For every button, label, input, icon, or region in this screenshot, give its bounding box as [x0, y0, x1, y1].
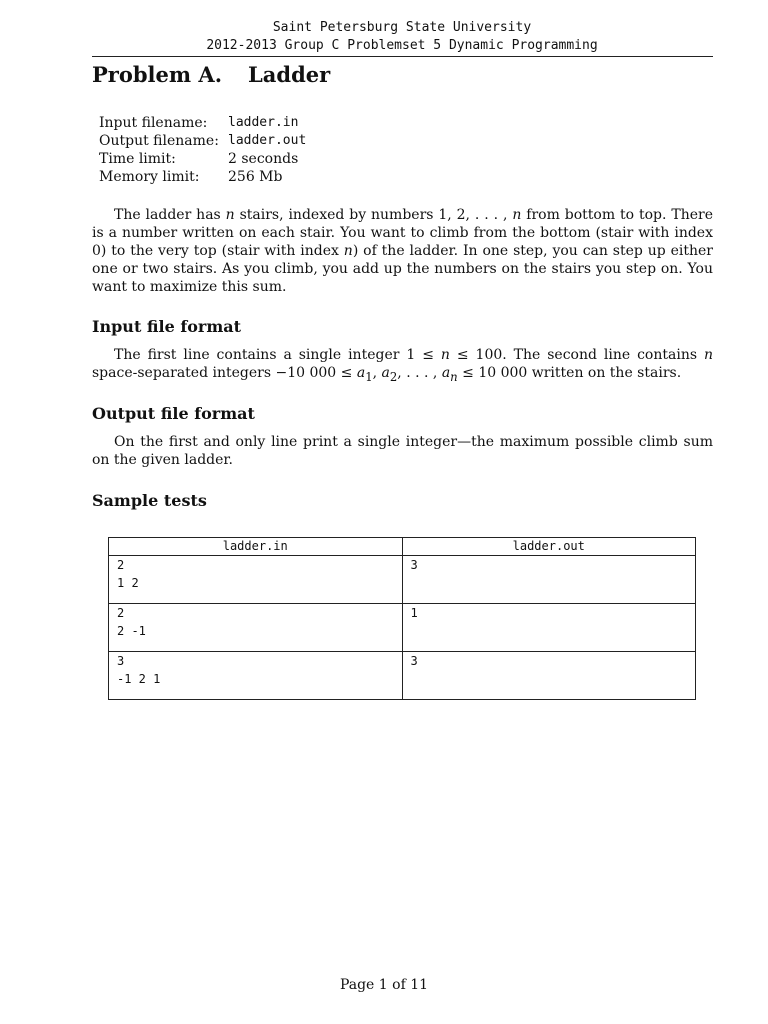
sample-tests-table — [108, 537, 696, 700]
table-row — [109, 556, 696, 604]
output-format-heading: Output file format — [92, 404, 255, 423]
header-rule — [92, 56, 713, 57]
meta-key: Output filename: — [99, 133, 219, 149]
column-header-output: ladder.out — [402, 538, 696, 556]
header-university: Saint Petersburg State University — [272, 20, 532, 35]
problem-meta — [99, 114, 306, 186]
meta-row-time — [99, 150, 306, 168]
statement-paragraph: The ladder has n stairs, indexed by numbers 1, 2, . . . , n from bottom to top. There is a number written on each stair. You want to climb from the bottom (stair with index 0) to the very top (stair with index n) of the ladder. In one step, you can step up either one or two stairs. As you climb, you add up the numbers on the stairs you step on. You want to maximize this sum. — [92, 207, 713, 295]
page-header — [92, 19, 712, 55]
meta-row-memory — [99, 168, 306, 186]
problem-title — [92, 62, 330, 87]
sample-input-cell: 2 2 -1 — [109, 604, 403, 652]
table-row — [109, 652, 696, 700]
meta-value: 2 seconds — [228, 151, 299, 167]
meta-key: Memory limit: — [99, 169, 200, 185]
header-problemset: 2012-2013 Group C Problemset 5 Dynamic Programming — [206, 38, 598, 53]
sample-input-cell: 2 1 2 — [109, 556, 403, 604]
meta-value: ladder.in — [228, 115, 299, 130]
page-number: Page 1 of 11 — [339, 977, 429, 993]
table-header-row — [109, 538, 696, 556]
sample-output-cell: 3 — [402, 652, 696, 700]
sample-tests-heading: Sample tests — [92, 491, 207, 510]
meta-row-input — [99, 114, 306, 132]
problem-id: Problem A. — [92, 62, 223, 87]
meta-row-output — [99, 132, 306, 150]
column-header-input: ladder.in — [109, 538, 403, 556]
meta-key: Time limit: — [99, 151, 176, 167]
problem-name: Ladder — [248, 62, 331, 87]
meta-key: Input filename: — [99, 115, 208, 131]
table-row — [109, 604, 696, 652]
meta-value: 256 Mb — [228, 169, 283, 185]
input-format-heading: Input file format — [92, 317, 242, 336]
sample-output-cell: 3 — [402, 556, 696, 604]
output-format-paragraph: On the first and only line print a single integer—the maximum possible climb sum on the given ladder. — [92, 434, 713, 468]
sample-input-cell: 3 -1 2 1 — [109, 652, 403, 700]
input-format-paragraph: The first line contains a single integer 1 ≤ n ≤ 100. The second line contains n space-separated integers −10 $000 \le a_1$, $a_2$, . . . , $a_n \le 10$ 000 written on the stairs. — [92, 347, 713, 384]
meta-value: ladder.out — [228, 133, 307, 148]
sample-output-cell: 1 — [402, 604, 696, 652]
